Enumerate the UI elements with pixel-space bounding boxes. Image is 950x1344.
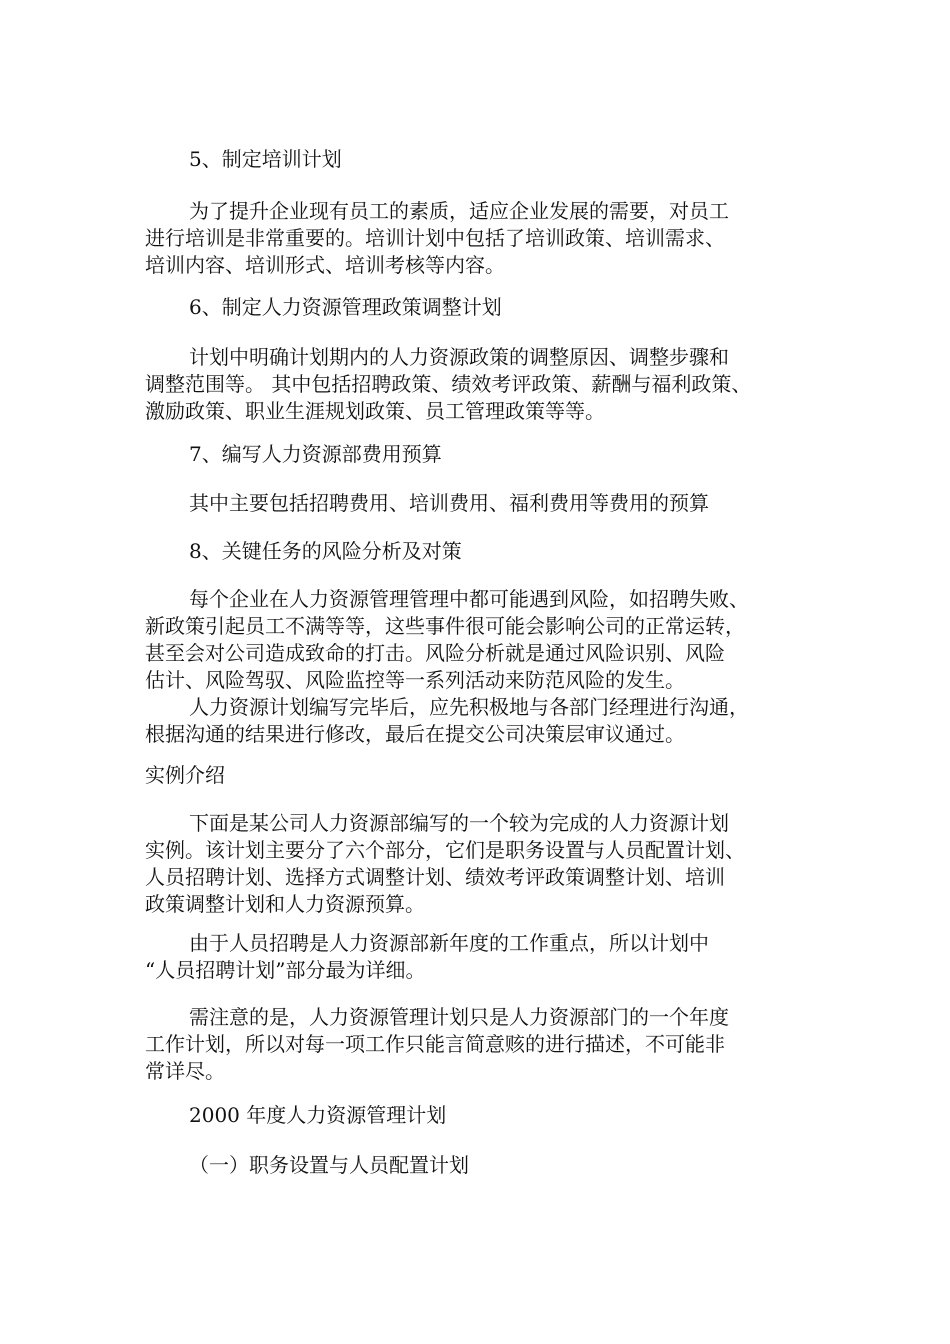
- text-line: 实例。该计划主要分了六个部分，它们是职务设置与人员配置计划、: [145, 838, 745, 862]
- text-line: 7、编写人力资源部费用预算: [189, 442, 442, 466]
- text-line: 为了提升企业现有员工的素质，适应企业发展的需要，对员工: [189, 199, 729, 223]
- text-line: 培训内容、培训形式、培训考核等内容。: [145, 253, 505, 277]
- text-line: 工作计划，所以对每一项工作只能言简意赅的进行描述，不可能非: [145, 1032, 725, 1056]
- heading-training-plan: [145, 146, 825, 173]
- text-line: 计划中明确计划期内的人力资源政策的调整原因、调整步骤和: [189, 345, 729, 369]
- text-line: 2000 年度人力资源管理计划: [189, 1103, 447, 1127]
- text-line: 实例介绍: [145, 763, 225, 787]
- heading-risk-analysis: [145, 538, 825, 565]
- text-line: 激励政策、职业生涯规划政策、员工管理政策等等。: [145, 399, 605, 423]
- heading-example: [145, 762, 825, 789]
- paragraph-policy-adjustment: [145, 344, 825, 425]
- heading-position-staffing: [145, 1152, 825, 1179]
- text-line: 调整范围等。 其中包括招聘政策、绩效考评政策、薪酬与福利政策、: [145, 372, 752, 396]
- paragraph-budget: [145, 490, 825, 517]
- text-line: 需注意的是，人力资源管理计划只是人力资源部门的一个年度: [189, 1005, 729, 1029]
- paragraph-note: [145, 1004, 825, 1085]
- text-line: 5、制定培训计划: [189, 147, 342, 171]
- text-line: 常详尽。: [145, 1059, 225, 1083]
- text-line: 根据沟通的结果进行修改，最后在提交公司决策层审议通过。: [145, 722, 685, 746]
- paragraph-recruitment-focus: [145, 930, 825, 984]
- text-line: 其中主要包括招聘费用、培训费用、福利费用等费用的预算: [189, 491, 709, 515]
- text-line: 估计、风险驾驭、风险监控等一系列活动来防范风险的发生。: [145, 668, 685, 692]
- paragraph-risk-analysis: [145, 586, 825, 748]
- text-line: 人力资源计划编写完毕后，应先积极地与各部门经理进行沟通，: [189, 695, 749, 719]
- text-line: 人员招聘计划、选择方式调整计划、绩效考评政策调整计划、培训: [145, 865, 725, 889]
- paragraph-training-plan: [145, 198, 825, 279]
- text-line: （一）职务设置与人员配置计划: [189, 1153, 469, 1177]
- text-line: 政策调整计划和人力资源预算。: [145, 892, 425, 916]
- text-line: 进行培训是非常重要的。培训计划中包括了培训政策、培训需求、: [145, 226, 725, 250]
- paragraph-example-intro: [145, 810, 825, 918]
- text-line: 甚至会对公司造成致命的打击。风险分析就是通过风险识别、风险: [145, 641, 725, 665]
- text-line: 6、制定人力资源管理政策调整计划: [189, 295, 502, 319]
- text-line: 每个企业在人力资源管理管理中都可能遇到风险，如招聘失败、: [189, 587, 749, 611]
- text-line: 由于人员招聘是人力资源部新年度的工作重点，所以计划中: [189, 931, 709, 955]
- heading-policy-adjustment: [145, 294, 825, 321]
- text-line: “人员招聘计划”部分最为详细。: [145, 958, 426, 982]
- text-line: 下面是某公司人力资源部编写的一个较为完成的人力资源计划: [189, 811, 729, 835]
- text-line: 8、关键任务的风险分析及对策: [189, 539, 462, 563]
- heading-annual-plan: [145, 1102, 825, 1129]
- text-line: 新政策引起员工不满等等，这些事件很可能会影响公司的正常运转，: [145, 614, 745, 638]
- heading-budget: [145, 441, 825, 468]
